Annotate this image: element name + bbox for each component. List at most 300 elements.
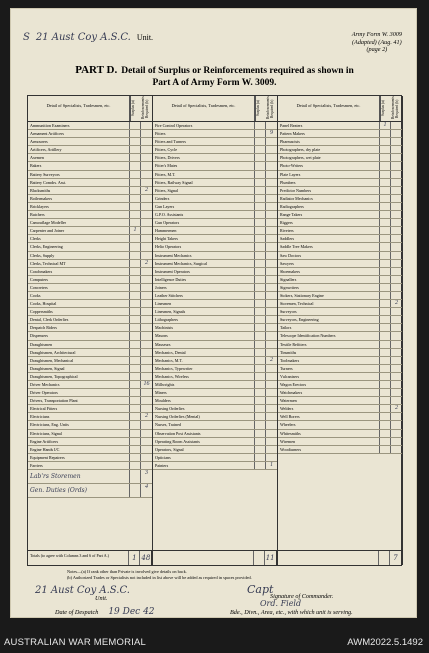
required-value — [266, 373, 277, 380]
table-row — [153, 154, 277, 162]
surplus-value — [130, 324, 141, 331]
surplus-value — [380, 195, 391, 202]
required-value — [141, 438, 152, 445]
table-row — [278, 203, 402, 211]
required-value — [266, 138, 277, 145]
specialist-name: Draughtsmen, Signal — [28, 365, 130, 372]
specialist-name: Tailors — [278, 324, 380, 331]
surplus-value — [380, 227, 391, 234]
table-row — [28, 252, 152, 260]
table-row — [28, 316, 152, 324]
required-value — [141, 179, 152, 186]
specialist-name: Observation Post Assistants — [153, 430, 255, 437]
page-title — [11, 64, 418, 89]
table-row — [153, 308, 277, 316]
table-row — [28, 162, 152, 170]
specialist-name: Saddlers — [278, 235, 380, 242]
surplus-value — [130, 405, 141, 412]
specialist-name: Fitter's Mates — [153, 162, 255, 169]
table-row — [153, 316, 277, 324]
table-row — [28, 381, 152, 389]
specialist-name: Miners — [153, 389, 255, 396]
table-row — [28, 138, 152, 146]
table-row — [28, 446, 152, 454]
surplus-value — [380, 154, 391, 161]
table-row — [278, 389, 402, 397]
table-row — [153, 381, 277, 389]
required-value — [391, 235, 402, 242]
specialist-name: Axemen — [28, 154, 130, 161]
table-row — [278, 235, 402, 243]
table-row — [278, 316, 402, 324]
required-value — [391, 284, 402, 291]
specialist-name: Painters — [153, 462, 255, 469]
table-row — [28, 341, 152, 349]
required-value — [266, 324, 277, 331]
surplus-value — [130, 349, 141, 356]
handwritten-row — [28, 470, 152, 484]
specialist-name: Hammermen — [153, 227, 255, 234]
specialist-name: Bricklayers — [28, 203, 130, 210]
surplus-value — [255, 341, 266, 348]
specialist-name: Fitters, Railway Signal — [153, 179, 255, 186]
required-value — [141, 146, 152, 153]
required-value — [391, 421, 402, 428]
specialist-name: Fitters, Cycle — [153, 146, 255, 153]
required-value: 2 — [395, 300, 398, 307]
required-value: 2 — [145, 186, 148, 193]
table-row — [153, 146, 277, 154]
specialist-name: Ammunition Examiners — [28, 122, 130, 129]
required-value — [266, 300, 277, 307]
surplus-value — [380, 300, 391, 307]
totals-required-3: 7 — [393, 554, 398, 562]
archive-id: AWM2022.5.1492 — [347, 637, 423, 648]
handwritten-trade: Gen. Duties (Ords) — [28, 484, 130, 497]
table-row — [153, 332, 277, 340]
required-value — [391, 138, 402, 145]
header-surplus: Surplus (a) — [255, 96, 266, 121]
surplus-value — [255, 122, 266, 129]
surplus-value — [380, 413, 391, 420]
specialist-name: Wagon Erectors — [278, 381, 380, 388]
surplus-value — [255, 446, 266, 453]
required-value: 3 — [145, 470, 148, 477]
table-row — [28, 179, 152, 187]
surplus-value — [380, 146, 391, 153]
required-value — [391, 438, 402, 445]
required-value — [391, 357, 402, 364]
required-value — [266, 227, 277, 234]
surplus-value — [380, 292, 391, 299]
required-value — [141, 341, 152, 348]
table-row — [153, 211, 277, 219]
specialist-name: Predictor Numbers — [278, 187, 380, 194]
required-value — [141, 349, 152, 356]
surplus-value — [255, 227, 266, 234]
required-value — [391, 252, 402, 259]
required-value — [141, 405, 152, 412]
surplus-value — [255, 219, 266, 226]
surplus-value — [130, 421, 141, 428]
specialist-name: Electricians, Eng. Units — [28, 421, 130, 428]
surplus-value — [255, 454, 266, 461]
required-value — [141, 138, 152, 145]
required-value — [266, 389, 277, 396]
required-value — [141, 308, 152, 315]
surplus-value — [255, 243, 266, 250]
surplus-value — [255, 162, 266, 169]
surplus-value — [255, 146, 266, 153]
surplus-value — [130, 300, 141, 307]
required-value — [266, 276, 277, 283]
required-value — [391, 187, 402, 194]
required-value — [141, 421, 152, 428]
required-value: 16 — [143, 381, 150, 387]
handwritten-trade: Lab'rs Storemen — [28, 470, 130, 483]
surplus-value — [130, 484, 141, 497]
required-value — [266, 413, 277, 420]
surplus-value — [380, 397, 391, 404]
required-value — [391, 349, 402, 356]
table-row — [153, 462, 277, 470]
table-row — [153, 300, 277, 308]
table-row — [278, 413, 402, 421]
totals-group-1 — [28, 551, 152, 565]
specialist-name: Dental, Clerk Orderlies — [28, 316, 130, 323]
column-header — [28, 96, 152, 122]
specialist-name: Gun Operators — [153, 219, 255, 226]
table-row — [28, 438, 152, 446]
table-row — [278, 243, 402, 251]
specialist-name: Millwrights — [153, 381, 255, 388]
table-row — [278, 308, 402, 316]
table-row — [153, 292, 277, 300]
table-row — [28, 324, 152, 332]
specialist-name: Despatch Riders — [28, 324, 130, 331]
table-row — [278, 284, 402, 292]
table-row — [28, 243, 152, 251]
required-value — [141, 154, 152, 161]
surplus-value — [255, 349, 266, 356]
specialist-name: Sawyers — [278, 260, 380, 267]
specialist-name: Farriers — [28, 462, 130, 469]
required-value — [266, 235, 277, 242]
surplus-value — [255, 300, 266, 307]
specialist-name: Turners — [278, 365, 380, 372]
totals-row — [28, 550, 401, 565]
surplus-value — [130, 211, 141, 218]
required-value — [391, 292, 402, 299]
surplus-value — [255, 421, 266, 428]
surplus-value — [130, 260, 141, 267]
specialist-name: Computers — [28, 276, 130, 283]
surplus-value — [380, 130, 391, 137]
unit-label: Unit. — [136, 33, 154, 42]
table-row — [278, 252, 402, 260]
surplus-value — [380, 171, 391, 178]
required-value — [266, 446, 277, 453]
table-row — [153, 203, 277, 211]
note-b: (b) Authorized Trades or Specialists not included in list above will be added as required in spaces provided. — [67, 574, 252, 580]
table-row — [153, 405, 277, 413]
required-value: 2 — [270, 356, 273, 363]
table-row — [153, 438, 277, 446]
table-row — [278, 276, 402, 284]
column-header — [153, 96, 277, 122]
form-reference — [352, 31, 402, 54]
specialist-name: Fitters — [153, 130, 255, 137]
unit-sign-line — [35, 585, 130, 596]
required-value — [266, 438, 277, 445]
specialist-name: Tinsmiths — [278, 349, 380, 356]
table-row — [153, 413, 277, 421]
table-row — [153, 235, 277, 243]
surplus-value — [130, 284, 141, 291]
specialist-name: Radiographers — [278, 203, 380, 210]
required-value — [141, 446, 152, 453]
specialist-name: Linesmen, Signals — [153, 308, 255, 315]
specialist-name: Draughtsmen, Topographical — [28, 373, 130, 380]
specialist-name: Mechanics, Dental — [153, 349, 255, 356]
surplus-value — [255, 357, 266, 364]
required-value — [391, 268, 402, 275]
specialist-name: Moulders — [153, 397, 255, 404]
specialist-name: Mechanics, Wireless — [153, 373, 255, 380]
specialist-name: Opticians — [153, 454, 255, 461]
table-row — [28, 195, 152, 203]
required-value — [266, 341, 277, 348]
specialist-name: Joiners — [153, 284, 255, 291]
surplus-value — [380, 316, 391, 323]
specialist-name: Camouflage Modeller — [28, 219, 130, 226]
surplus-value — [130, 252, 141, 259]
title-part: PART D. — [75, 64, 118, 76]
table-row — [153, 179, 277, 187]
header-specialists: Detail of Specialists, Tradesmen, etc. — [153, 96, 255, 121]
required-value — [266, 211, 277, 218]
surplus-value — [255, 154, 266, 161]
specialist-name: Coppersmiths — [28, 308, 130, 315]
table-row — [278, 421, 402, 429]
table-row — [278, 324, 402, 332]
totals-group-2 — [152, 551, 276, 565]
totals-required-1: 48 — [141, 554, 151, 562]
specialist-name: Fitters, Drivers — [153, 154, 255, 161]
table-row — [153, 243, 277, 251]
required-value — [141, 268, 152, 275]
surplus-value — [380, 357, 391, 364]
totals-label: Totals (to agree with Columns 3 and 6 of Part A.) — [28, 551, 129, 565]
specialist-name: Clerks — [28, 235, 130, 242]
specialist-name: Clerks, Technical MT — [28, 260, 130, 267]
table-row — [28, 146, 152, 154]
required-value: 1 — [270, 461, 273, 468]
required-value — [391, 219, 402, 226]
required-value — [391, 203, 402, 210]
totals-spacer — [277, 551, 379, 565]
specialist-name: Photographers, wet plate — [278, 154, 380, 161]
surplus-value — [130, 268, 141, 275]
column-header — [278, 96, 402, 122]
required-value — [141, 357, 152, 364]
table-row — [28, 235, 152, 243]
title-line1: Detail of Surplus or Reinforcements required as shown in — [121, 66, 354, 76]
surplus-value — [255, 438, 266, 445]
surplus-value — [255, 365, 266, 372]
specialist-name: Masons — [153, 332, 255, 339]
specialist-name: Welders — [278, 405, 380, 412]
specialists-table — [27, 95, 402, 566]
table-row — [153, 268, 277, 276]
table-row — [28, 292, 152, 300]
required-value: 4 — [145, 484, 148, 491]
surplus-value — [380, 349, 391, 356]
specialist-name: Nurses, Trained — [153, 421, 255, 428]
table-row — [28, 300, 152, 308]
required-value — [391, 413, 402, 420]
specialist-name: Height Takers — [153, 235, 255, 242]
specialist-name: Operators, Signal — [153, 446, 255, 453]
specialist-name: Electricians — [28, 413, 130, 420]
totals-surplus-2 — [254, 551, 265, 565]
specialist-name: Battery Comdrs. Asst. — [28, 179, 130, 186]
archive-footer — [0, 633, 429, 653]
surplus-value — [380, 235, 391, 242]
specialist-name: G.P.O. Assistants — [153, 211, 255, 218]
unit-sign-label: Unit. — [95, 595, 108, 602]
surplus-value — [255, 187, 266, 194]
table-row — [278, 292, 402, 300]
required-value — [266, 332, 277, 339]
specialist-name: Draughtsmen — [28, 341, 130, 348]
specialist-name: Linesmen — [153, 300, 255, 307]
table-row — [153, 276, 277, 284]
table-row — [278, 162, 402, 170]
table-row — [278, 146, 402, 154]
table-row — [278, 122, 402, 130]
header-surplus: Surplus (a) — [380, 96, 391, 121]
required-value — [266, 268, 277, 275]
specialist-name: Blacksmiths — [28, 187, 130, 194]
table-row — [28, 332, 152, 340]
required-value — [141, 300, 152, 307]
totals-spacer — [152, 551, 253, 565]
required-value — [266, 421, 277, 428]
table-row — [153, 397, 277, 405]
table-row — [153, 324, 277, 332]
surplus-value — [130, 171, 141, 178]
required-value — [266, 260, 277, 267]
specialist-name: Grinders — [153, 195, 255, 202]
specialist-name: Machinists — [153, 324, 255, 331]
surplus-value — [130, 195, 141, 202]
table-row — [153, 341, 277, 349]
surplus-value — [380, 389, 391, 396]
table-row — [278, 405, 402, 413]
specialist-name: Equipment Repairers — [28, 454, 130, 461]
required-value — [141, 389, 152, 396]
specialist-name: Battery Surveyors — [28, 171, 130, 178]
required-value — [391, 365, 402, 372]
surplus-value — [130, 389, 141, 396]
table-row — [278, 349, 402, 357]
specialist-name: Signwriters — [278, 284, 380, 291]
table-row — [153, 122, 277, 130]
totals-group-3 — [277, 551, 401, 565]
table-row — [28, 405, 152, 413]
totals-surplus-1: 1 — [129, 551, 140, 565]
surplus-value — [130, 276, 141, 283]
surplus-value — [130, 219, 141, 226]
surplus-value — [380, 446, 391, 453]
specialist-name: Wheelers — [278, 421, 380, 428]
specialist-name: Leather Stitchers — [153, 292, 255, 299]
table-row — [153, 284, 277, 292]
table-row — [153, 162, 277, 170]
surplus-value — [380, 276, 391, 283]
surplus-value — [130, 203, 141, 210]
required-value — [391, 397, 402, 404]
surplus-value — [130, 341, 141, 348]
surplus-value — [380, 138, 391, 145]
surplus-value — [130, 154, 141, 161]
surplus-value — [255, 268, 266, 275]
table-row — [278, 187, 402, 195]
specialist-name: Plumbers — [278, 179, 380, 186]
required-value — [266, 146, 277, 153]
surplus-value — [380, 324, 391, 331]
required-value — [141, 332, 152, 339]
required-value — [391, 243, 402, 250]
table-row — [153, 421, 277, 429]
specialist-name: Storemen, Technical — [278, 300, 380, 307]
header-required: Reinforcements Required (b) — [141, 96, 149, 119]
required-value — [141, 397, 152, 404]
required-value — [141, 195, 152, 202]
specialist-name: Riveters — [278, 227, 380, 234]
surplus-value — [255, 381, 266, 388]
required-value — [141, 276, 152, 283]
table-row — [28, 308, 152, 316]
required-value — [391, 373, 402, 380]
required-value — [391, 171, 402, 178]
required-value — [141, 316, 152, 323]
table-row — [153, 365, 277, 373]
notes — [67, 569, 387, 580]
required-value — [391, 276, 402, 283]
table-row — [28, 211, 152, 219]
table-row — [278, 130, 402, 138]
unit-line — [23, 32, 153, 43]
required-value — [141, 252, 152, 259]
surplus-value — [380, 243, 391, 250]
specialist-name: Radiator Mechanics — [278, 195, 380, 202]
specialist-name: Mechanics, M.T. — [153, 357, 255, 364]
required-value — [266, 284, 277, 291]
required-value — [266, 243, 277, 250]
required-value — [391, 316, 402, 323]
bde-label: Bde., Divn., Area, etc., with which unit is serving. — [230, 609, 353, 616]
table-row — [153, 171, 277, 179]
column-group-1 — [28, 96, 153, 565]
surplus-value — [380, 219, 391, 226]
surplus-value — [130, 146, 141, 153]
table-row — [278, 341, 402, 349]
required-value — [266, 162, 277, 169]
required-value — [391, 389, 402, 396]
surplus-value — [255, 235, 266, 242]
